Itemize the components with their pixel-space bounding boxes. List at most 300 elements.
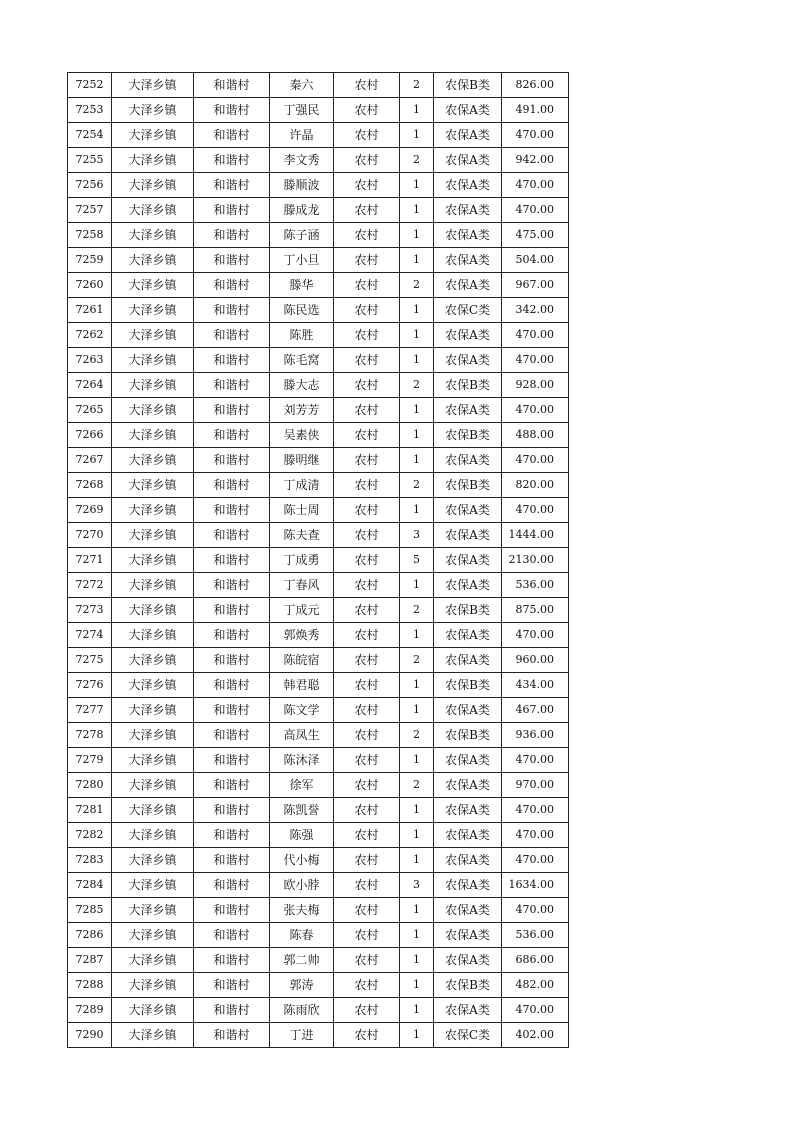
data-sheet	[67, 72, 568, 1048]
cell-village: 和谐村	[194, 398, 270, 423]
cell-amount: 1634.00	[502, 873, 569, 898]
table-row	[68, 198, 569, 223]
cell-household-type: 农村	[334, 298, 400, 323]
records-table	[67, 72, 569, 1048]
cell-category: 农保A类	[434, 948, 502, 973]
cell-name: 郭二帅	[270, 948, 334, 973]
cell-category: 农保A类	[434, 698, 502, 723]
cell-village: 和谐村	[194, 73, 270, 98]
cell-household-type: 农村	[334, 273, 400, 298]
table-row	[68, 673, 569, 698]
cell-household-type: 农村	[334, 948, 400, 973]
cell-id: 7273	[68, 598, 112, 623]
cell-town: 大泽乡镇	[112, 673, 194, 698]
cell-id: 7252	[68, 73, 112, 98]
cell-town: 大泽乡镇	[112, 223, 194, 248]
table-row	[68, 623, 569, 648]
cell-category: 农保A类	[434, 273, 502, 298]
cell-person-count: 1	[400, 498, 434, 523]
table-row	[68, 123, 569, 148]
cell-category: 农保C类	[434, 1023, 502, 1048]
cell-village: 和谐村	[194, 723, 270, 748]
cell-name: 陈毛窝	[270, 348, 334, 373]
table-row	[68, 973, 569, 998]
cell-category: 农保A类	[434, 398, 502, 423]
cell-village: 和谐村	[194, 348, 270, 373]
cell-name: 张夫梅	[270, 898, 334, 923]
cell-amount: 2130.00	[502, 548, 569, 573]
table-row	[68, 373, 569, 398]
cell-category: 农保A类	[434, 98, 502, 123]
cell-household-type: 农村	[334, 673, 400, 698]
cell-id: 7275	[68, 648, 112, 673]
cell-town: 大泽乡镇	[112, 873, 194, 898]
cell-name: 丁小旦	[270, 248, 334, 273]
cell-category: 农保A类	[434, 123, 502, 148]
cell-id: 7270	[68, 523, 112, 548]
table-body	[68, 73, 569, 1048]
cell-category: 农保A类	[434, 148, 502, 173]
cell-town: 大泽乡镇	[112, 748, 194, 773]
cell-category: 农保B类	[434, 673, 502, 698]
cell-id: 7281	[68, 798, 112, 823]
cell-village: 和谐村	[194, 198, 270, 223]
cell-household-type: 农村	[334, 398, 400, 423]
cell-name: 徐军	[270, 773, 334, 798]
table-row	[68, 398, 569, 423]
table-row	[68, 348, 569, 373]
cell-name: 许晶	[270, 123, 334, 148]
cell-name: 陈皖宿	[270, 648, 334, 673]
table-row	[68, 848, 569, 873]
cell-household-type: 农村	[334, 373, 400, 398]
table-row	[68, 473, 569, 498]
cell-category: 农保A类	[434, 823, 502, 848]
cell-category: 农保A类	[434, 623, 502, 648]
cell-amount: 536.00	[502, 573, 569, 598]
cell-amount: 467.00	[502, 698, 569, 723]
cell-id: 7282	[68, 823, 112, 848]
cell-category: 农保C类	[434, 298, 502, 323]
cell-person-count: 1	[400, 823, 434, 848]
cell-amount: 470.00	[502, 348, 569, 373]
cell-id: 7261	[68, 298, 112, 323]
cell-name: 滕大志	[270, 373, 334, 398]
cell-id: 7266	[68, 423, 112, 448]
cell-household-type: 农村	[334, 248, 400, 273]
cell-amount: 488.00	[502, 423, 569, 448]
cell-household-type: 农村	[334, 523, 400, 548]
cell-person-count: 3	[400, 873, 434, 898]
cell-village: 和谐村	[194, 948, 270, 973]
cell-person-count: 1	[400, 98, 434, 123]
cell-amount: 470.00	[502, 173, 569, 198]
cell-amount: 504.00	[502, 248, 569, 273]
cell-amount: 342.00	[502, 298, 569, 323]
cell-town: 大泽乡镇	[112, 648, 194, 673]
cell-name: 郭焕秀	[270, 623, 334, 648]
cell-category: 农保A类	[434, 748, 502, 773]
cell-person-count: 2	[400, 148, 434, 173]
cell-category: 农保A类	[434, 923, 502, 948]
cell-household-type: 农村	[334, 123, 400, 148]
cell-person-count: 1	[400, 898, 434, 923]
cell-category: 农保B类	[434, 73, 502, 98]
cell-town: 大泽乡镇	[112, 98, 194, 123]
table-row	[68, 548, 569, 573]
cell-name: 陈文学	[270, 698, 334, 723]
cell-village: 和谐村	[194, 673, 270, 698]
cell-name: 陈春	[270, 923, 334, 948]
cell-category: 农保A类	[434, 798, 502, 823]
cell-household-type: 农村	[334, 973, 400, 998]
cell-id: 7259	[68, 248, 112, 273]
cell-person-count: 1	[400, 623, 434, 648]
cell-id: 7254	[68, 123, 112, 148]
table-row	[68, 823, 569, 848]
cell-person-count: 1	[400, 223, 434, 248]
table-row	[68, 273, 569, 298]
cell-person-count: 1	[400, 798, 434, 823]
cell-amount: 470.00	[502, 748, 569, 773]
cell-village: 和谐村	[194, 698, 270, 723]
table-row	[68, 498, 569, 523]
cell-id: 7264	[68, 373, 112, 398]
cell-amount: 470.00	[502, 998, 569, 1023]
cell-village: 和谐村	[194, 998, 270, 1023]
cell-category: 农保B类	[434, 423, 502, 448]
table-row	[68, 523, 569, 548]
cell-village: 和谐村	[194, 448, 270, 473]
cell-household-type: 农村	[334, 698, 400, 723]
cell-town: 大泽乡镇	[112, 248, 194, 273]
cell-household-type: 农村	[334, 723, 400, 748]
cell-village: 和谐村	[194, 98, 270, 123]
cell-person-count: 1	[400, 323, 434, 348]
cell-village: 和谐村	[194, 623, 270, 648]
cell-id: 7283	[68, 848, 112, 873]
cell-person-count: 1	[400, 298, 434, 323]
cell-name: 丁春风	[270, 573, 334, 598]
cell-village: 和谐村	[194, 523, 270, 548]
cell-person-count: 1	[400, 573, 434, 598]
cell-name: 丁进	[270, 1023, 334, 1048]
cell-category: 农保A类	[434, 173, 502, 198]
cell-town: 大泽乡镇	[112, 198, 194, 223]
cell-village: 和谐村	[194, 873, 270, 898]
cell-household-type: 农村	[334, 223, 400, 248]
cell-town: 大泽乡镇	[112, 523, 194, 548]
cell-category: 农保B类	[434, 973, 502, 998]
cell-amount: 470.00	[502, 448, 569, 473]
cell-village: 和谐村	[194, 973, 270, 998]
cell-amount: 936.00	[502, 723, 569, 748]
cell-household-type: 农村	[334, 473, 400, 498]
cell-id: 7263	[68, 348, 112, 373]
cell-village: 和谐村	[194, 923, 270, 948]
cell-village: 和谐村	[194, 898, 270, 923]
table-row	[68, 173, 569, 198]
cell-town: 大泽乡镇	[112, 698, 194, 723]
cell-name: 滕华	[270, 273, 334, 298]
cell-name: 代小梅	[270, 848, 334, 873]
cell-village: 和谐村	[194, 273, 270, 298]
cell-person-count: 1	[400, 198, 434, 223]
cell-category: 农保B类	[434, 373, 502, 398]
cell-town: 大泽乡镇	[112, 323, 194, 348]
cell-person-count: 1	[400, 248, 434, 273]
cell-household-type: 农村	[334, 198, 400, 223]
cell-category: 农保A类	[434, 573, 502, 598]
cell-category: 农保A类	[434, 773, 502, 798]
cell-category: 农保B类	[434, 598, 502, 623]
cell-household-type: 农村	[334, 873, 400, 898]
cell-amount: 470.00	[502, 623, 569, 648]
cell-id: 7289	[68, 998, 112, 1023]
cell-town: 大泽乡镇	[112, 348, 194, 373]
cell-amount: 960.00	[502, 648, 569, 673]
cell-town: 大泽乡镇	[112, 448, 194, 473]
cell-town: 大泽乡镇	[112, 298, 194, 323]
cell-person-count: 1	[400, 698, 434, 723]
table-row	[68, 148, 569, 173]
cell-id: 7262	[68, 323, 112, 348]
cell-id: 7276	[68, 673, 112, 698]
cell-category: 农保A类	[434, 898, 502, 923]
cell-amount: 470.00	[502, 323, 569, 348]
cell-town: 大泽乡镇	[112, 798, 194, 823]
cell-village: 和谐村	[194, 748, 270, 773]
cell-household-type: 农村	[334, 1023, 400, 1048]
table-row	[68, 448, 569, 473]
table-row	[68, 923, 569, 948]
cell-village: 和谐村	[194, 573, 270, 598]
cell-id: 7257	[68, 198, 112, 223]
table-row	[68, 773, 569, 798]
cell-amount: 470.00	[502, 398, 569, 423]
cell-amount: 470.00	[502, 848, 569, 873]
cell-household-type: 农村	[334, 348, 400, 373]
cell-household-type: 农村	[334, 573, 400, 598]
cell-household-type: 农村	[334, 648, 400, 673]
cell-town: 大泽乡镇	[112, 1023, 194, 1048]
cell-person-count: 1	[400, 848, 434, 873]
cell-village: 和谐村	[194, 248, 270, 273]
cell-id: 7285	[68, 898, 112, 923]
cell-town: 大泽乡镇	[112, 573, 194, 598]
cell-amount: 826.00	[502, 73, 569, 98]
cell-name: 陈胜	[270, 323, 334, 348]
cell-name: 陈夫查	[270, 523, 334, 548]
cell-name: 陈沐泽	[270, 748, 334, 773]
cell-amount: 470.00	[502, 898, 569, 923]
table-row	[68, 298, 569, 323]
cell-category: 农保A类	[434, 548, 502, 573]
cell-category: 农保A类	[434, 648, 502, 673]
table-row	[68, 798, 569, 823]
cell-village: 和谐村	[194, 648, 270, 673]
cell-town: 大泽乡镇	[112, 398, 194, 423]
cell-category: 农保A类	[434, 248, 502, 273]
cell-person-count: 2	[400, 73, 434, 98]
cell-amount: 470.00	[502, 198, 569, 223]
cell-town: 大泽乡镇	[112, 973, 194, 998]
cell-town: 大泽乡镇	[112, 773, 194, 798]
cell-person-count: 1	[400, 398, 434, 423]
table-row	[68, 648, 569, 673]
cell-id: 7288	[68, 973, 112, 998]
cell-village: 和谐村	[194, 173, 270, 198]
cell-id: 7258	[68, 223, 112, 248]
cell-name: 滕顺波	[270, 173, 334, 198]
cell-category: 农保A类	[434, 323, 502, 348]
cell-person-count: 1	[400, 348, 434, 373]
cell-village: 和谐村	[194, 423, 270, 448]
cell-person-count: 1	[400, 673, 434, 698]
cell-person-count: 1	[400, 423, 434, 448]
cell-amount: 470.00	[502, 823, 569, 848]
cell-village: 和谐村	[194, 548, 270, 573]
cell-household-type: 农村	[334, 923, 400, 948]
cell-amount: 928.00	[502, 373, 569, 398]
table-row	[68, 423, 569, 448]
cell-person-count: 2	[400, 648, 434, 673]
cell-amount: 875.00	[502, 598, 569, 623]
cell-household-type: 农村	[334, 148, 400, 173]
cell-person-count: 2	[400, 773, 434, 798]
cell-village: 和谐村	[194, 598, 270, 623]
cell-category: 农保A类	[434, 198, 502, 223]
cell-name: 丁强民	[270, 98, 334, 123]
cell-name: 滕明继	[270, 448, 334, 473]
cell-person-count: 1	[400, 748, 434, 773]
cell-name: 陈凯誉	[270, 798, 334, 823]
table-row	[68, 598, 569, 623]
cell-amount: 536.00	[502, 923, 569, 948]
cell-household-type: 农村	[334, 323, 400, 348]
table-row	[68, 748, 569, 773]
cell-town: 大泽乡镇	[112, 173, 194, 198]
cell-name: 欧小脖	[270, 873, 334, 898]
table-row	[68, 248, 569, 273]
cell-id: 7274	[68, 623, 112, 648]
cell-id: 7280	[68, 773, 112, 798]
cell-name: 陈强	[270, 823, 334, 848]
table-row	[68, 998, 569, 1023]
cell-town: 大泽乡镇	[112, 998, 194, 1023]
cell-household-type: 农村	[334, 773, 400, 798]
cell-category: 农保A类	[434, 498, 502, 523]
cell-village: 和谐村	[194, 773, 270, 798]
cell-name: 滕成龙	[270, 198, 334, 223]
cell-id: 7265	[68, 398, 112, 423]
cell-amount: 470.00	[502, 798, 569, 823]
cell-amount: 970.00	[502, 773, 569, 798]
table-row	[68, 73, 569, 98]
cell-household-type: 农村	[334, 173, 400, 198]
cell-village: 和谐村	[194, 848, 270, 873]
cell-name: 李文秀	[270, 148, 334, 173]
cell-amount: 470.00	[502, 498, 569, 523]
cell-amount: 491.00	[502, 98, 569, 123]
cell-household-type: 农村	[334, 748, 400, 773]
cell-person-count: 1	[400, 948, 434, 973]
cell-category: 农保B类	[434, 723, 502, 748]
cell-category: 农保A类	[434, 448, 502, 473]
cell-id: 7286	[68, 923, 112, 948]
cell-town: 大泽乡镇	[112, 548, 194, 573]
table-row	[68, 1023, 569, 1048]
cell-person-count: 1	[400, 1023, 434, 1048]
cell-category: 农保A类	[434, 223, 502, 248]
cell-town: 大泽乡镇	[112, 423, 194, 448]
table-row	[68, 698, 569, 723]
cell-person-count: 2	[400, 598, 434, 623]
cell-household-type: 农村	[334, 798, 400, 823]
cell-person-count: 2	[400, 723, 434, 748]
cell-person-count: 1	[400, 173, 434, 198]
cell-id: 7267	[68, 448, 112, 473]
cell-person-count: 1	[400, 448, 434, 473]
cell-village: 和谐村	[194, 1023, 270, 1048]
cell-household-type: 农村	[334, 898, 400, 923]
cell-id: 7268	[68, 473, 112, 498]
cell-id: 7256	[68, 173, 112, 198]
cell-name: 秦六	[270, 73, 334, 98]
table-row	[68, 323, 569, 348]
cell-town: 大泽乡镇	[112, 923, 194, 948]
cell-name: 陈民选	[270, 298, 334, 323]
cell-id: 7253	[68, 98, 112, 123]
cell-id: 7277	[68, 698, 112, 723]
cell-amount: 402.00	[502, 1023, 569, 1048]
cell-household-type: 农村	[334, 423, 400, 448]
cell-town: 大泽乡镇	[112, 273, 194, 298]
cell-category: 农保A类	[434, 848, 502, 873]
cell-person-count: 2	[400, 273, 434, 298]
cell-town: 大泽乡镇	[112, 73, 194, 98]
cell-id: 7284	[68, 873, 112, 898]
cell-town: 大泽乡镇	[112, 123, 194, 148]
cell-name: 陈士周	[270, 498, 334, 523]
cell-town: 大泽乡镇	[112, 898, 194, 923]
cell-village: 和谐村	[194, 148, 270, 173]
cell-category: 农保A类	[434, 998, 502, 1023]
cell-household-type: 农村	[334, 823, 400, 848]
cell-person-count: 1	[400, 123, 434, 148]
cell-id: 7271	[68, 548, 112, 573]
cell-category: 农保A类	[434, 348, 502, 373]
table-row	[68, 873, 569, 898]
cell-person-count: 3	[400, 523, 434, 548]
cell-town: 大泽乡镇	[112, 473, 194, 498]
cell-amount: 1444.00	[502, 523, 569, 548]
cell-name: 丁成元	[270, 598, 334, 623]
cell-category: 农保A类	[434, 873, 502, 898]
cell-name: 丁成清	[270, 473, 334, 498]
cell-household-type: 农村	[334, 998, 400, 1023]
cell-household-type: 农村	[334, 623, 400, 648]
cell-household-type: 农村	[334, 598, 400, 623]
cell-town: 大泽乡镇	[112, 823, 194, 848]
cell-village: 和谐村	[194, 323, 270, 348]
table-row	[68, 948, 569, 973]
cell-village: 和谐村	[194, 223, 270, 248]
table-row	[68, 573, 569, 598]
cell-town: 大泽乡镇	[112, 148, 194, 173]
cell-town: 大泽乡镇	[112, 598, 194, 623]
cell-amount: 482.00	[502, 973, 569, 998]
